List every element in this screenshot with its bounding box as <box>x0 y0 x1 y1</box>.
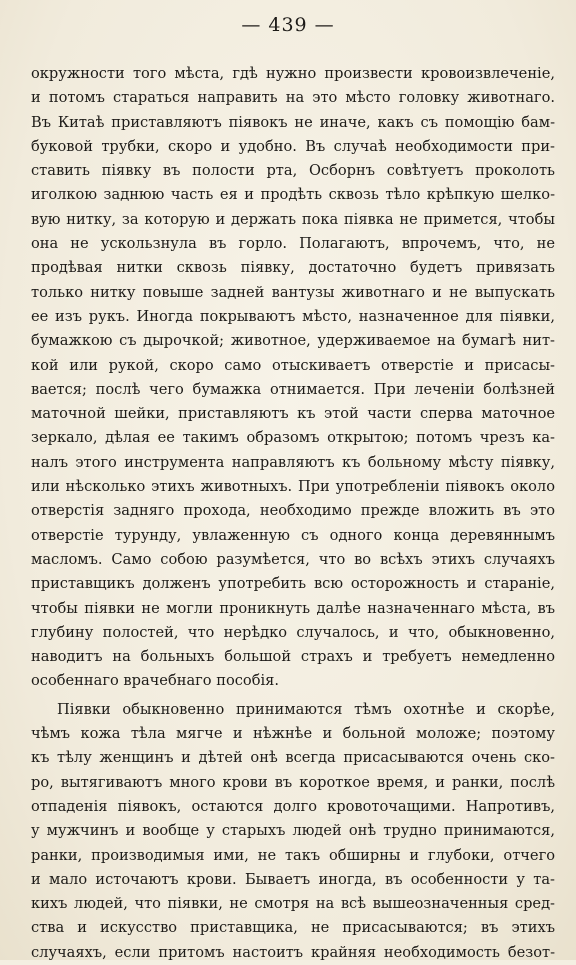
text-line: продѣвая нитки сквозь піявку, достаточно будетъ привязать <box>31 259 555 277</box>
text-line: Піявки обыкновенно принимаются тѣмъ охотнѣе и скорѣе, <box>57 700 555 718</box>
text-line: и мало источаютъ крови. Бываетъ иногда, въ особенности у та- <box>31 870 555 888</box>
text-line: окружности того мѣста, гдѣ нужно произвести кровоизвлеченіе, <box>31 65 555 82</box>
text-line: буковой трубки, скоро и удобно. Въ случаѣ необходимости при- <box>31 137 555 155</box>
text-line: зеркало, дѣлая ее такимъ образомъ открытою; потомъ чрезъ ка- <box>31 429 555 447</box>
text-line: кихъ людей, что піявки, не смотря на всѣ вышеозначенныя сред- <box>31 895 555 913</box>
text-line: чѣмъ кожа тѣла мягче и нѣжнѣе и больной моложе; поэтому <box>31 725 555 743</box>
text-line: случаяхъ, если притомъ настоитъ крайняя необходимость безот- <box>31 943 555 961</box>
text-line: вую нитку, за которую и держать пока піявка не примется, чтобы <box>31 210 555 228</box>
page-number: — 439 — <box>241 14 335 36</box>
text-line: ро, вытягиваютъ много крови въ короткое время, и ранки, послѣ <box>31 773 555 791</box>
text-line: налъ этого инструмента направляютъ къ больному мѣсту піявку, <box>31 453 555 471</box>
text-line: ее изъ рукъ. Иногда покрываютъ мѣсто, назначенное для піявки, <box>31 307 555 325</box>
text-line: она не ускользнула въ горло. Полагаютъ, впрочемъ, что, не <box>31 235 555 253</box>
text-line: только нитку повыше задней вантузы животнаго и не выпускать <box>31 283 555 301</box>
text-line: и потомъ стараться направить на это мѣсто головку животнаго. <box>31 89 555 107</box>
text-line: у мужчинъ и вообще у старыхъ людей онѣ трудно принимаются, <box>31 822 555 840</box>
text-line: особеннаго врачебнаго пособія. <box>31 672 279 690</box>
text-line: Въ Китаѣ приставляютъ піявокъ не иначе, какъ съ помощію бам- <box>31 113 555 131</box>
text-line: отверстія задняго прохода, необходимо прежде вложить въ это <box>31 502 555 520</box>
paragraph-2 <box>31 698 555 965</box>
text-line: масломъ. Само собою разумѣется, что во всѣхъ этихъ случаяхъ <box>31 550 555 568</box>
text-line: маточной шейки, приставляютъ къ этой части сперва маточное <box>31 405 555 423</box>
text-line: чтобы піявки не могли проникнуть далѣе назначеннаго мѣста, въ <box>31 599 555 617</box>
text-line: отверстіе турунду, увлаженную съ одного конца деревяннымъ <box>31 526 555 544</box>
paragraph-1 <box>31 62 555 694</box>
text-line: отпаденія піявокъ, остаются долго кровоточащими. Напротивъ, <box>31 797 555 815</box>
text-line: глубину полостей, что нерѣдко случалось, и что, обыкновенно, <box>31 623 555 641</box>
text-line: ства и искусство приставщика, не присасываются; въ этихъ <box>31 919 555 937</box>
body-text <box>31 62 555 965</box>
text-line: бумажкою съ дырочкой; животное, удерживаемое на бумагѣ нит- <box>31 332 555 350</box>
text-line: къ тѣлу женщинъ и дѣтей онѣ всегда присасываются очень ско- <box>31 749 555 767</box>
text-line: иголкою заднюю часть ея и продѣть сквозь тѣло крѣпкую шелко- <box>31 186 555 204</box>
text-line: наводитъ на больныхъ большой страхъ и требуетъ немедленно <box>31 648 555 666</box>
text-line: или нѣсколько этихъ животныхъ. При употребленіи піявокъ около <box>31 478 555 496</box>
text-line: ранки, производимыя ими, не такъ обширны и глубоки, отчего <box>31 846 555 864</box>
text-line: приставщикъ долженъ употребить всю осторожность и стараніе, <box>31 575 555 593</box>
text-line: кой или рукой, скоро само отыскиваетъ отверстіе и присасы- <box>31 356 555 374</box>
text-line: ставить піявку въ полости рта, Осборнъ совѣтуетъ проколоть <box>31 162 555 180</box>
text-line: вается; послѣ чего бумажка отнимается. При леченіи болѣзней <box>31 380 555 398</box>
